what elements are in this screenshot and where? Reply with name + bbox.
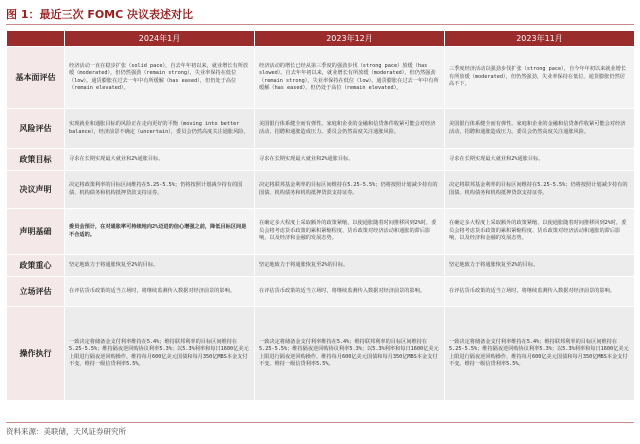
table-cell: 经济活动一直在稳步扩张（solid pace），自去年年初以来，就业增长有所放缓（moderated），但仍然强劲（remain strong），失业率保持在低位（low）。通货膨胀在过去一年中有所缓解（has eased），但仍处于高位（remain elevated）。 — [65, 47, 255, 109]
table-cell: 一致决定将储备金支付利率维持在5.4%；维持联邦利率的目标区间维持在5.25-5.5%；维持隔夜逆回购协议利率5.3%；以5.3%利率和每日1600亿美元上限进行隔夜逆回购操作，维持每月600亿美元国债和每月350亿MBS本金支付不变。维持一级信贷利率5.5%。 — [255, 307, 445, 401]
header-2023-nov: 2023年11月 — [445, 31, 635, 47]
table-cell: 在评估货币政策的适当立场时，将继续监测传入数据对经济前景的影响。 — [65, 277, 255, 307]
row-label-policy-focus: 政策重心 — [7, 255, 65, 277]
figure-title-text: 图 1：最近三次 FOMC 决议表述对比 — [6, 8, 194, 21]
row-label-fundamentals: 基本面评估 — [7, 47, 65, 109]
row-label-basis: 声明基础 — [7, 209, 65, 255]
table-cell: 寻求在长期实现最大就业和2%通胀目标。 — [445, 149, 635, 171]
table-row — [7, 277, 635, 307]
row-label-risk: 风险评估 — [7, 109, 65, 149]
row-label-policy-goal: 政策目标 — [7, 149, 65, 171]
table-cell: 美国银行体系健全而有弹性。家庭和企业的金融和信贷条件收紧可能会对经济活动、招聘和通胀造成压力。委员会仍然高度关注通胀风险。 — [445, 109, 635, 149]
table-cell: 一致决定将储备金支付利率维持在5.4%；维持联邦利率的目标区间维持在5.25-5.5%；维持隔夜逆回购协议利率5.3%；以5.3%利率和每日1600亿美元上限进行隔夜逆回购操作，维持每月600亿美元国债和每月350亿MBS本金支付不变。维持一级信贷利率5.5%。 — [445, 307, 635, 401]
table-cell: 在确定多大程度上采取额外的政策紧缩，以使通胀随着时间推移回到2%时，委员会将考虑货币政策的累积紧缩程度、货币政策对经济活动和通胀的滞后影响，以及经济和金融的发展态势。 — [255, 209, 445, 255]
row-label-decision: 决议声明 — [7, 171, 65, 209]
table-cell: 决定将联邦基金利率的目标区间维持在5.25-5.5%；仍将按照计划减少持有的国债、机构债务和机构抵押贷款支持证券。 — [255, 171, 445, 209]
table-cell: 坚定地致力于将通胀恢复至2%的目标。 — [445, 255, 635, 277]
table-cell: 实现就业和通胀目标的风险正在走向更好的平衡（moving into better balance），经济前景不确定（uncertain），委员会仍然高度关注通胀风险。 — [65, 109, 255, 149]
source-note: 资料来源：美联储，天风证券研究所 — [6, 427, 126, 436]
header-2024-jan: 2024年1月 — [65, 31, 255, 47]
table-cell: 坚定地致力于将通胀恢复至2%的目标。 — [65, 255, 255, 277]
table-cell: 寻求在长期实现最大就业和2%通胀目标。 — [65, 149, 255, 171]
table-cell: 一致决定将储备金支付利率维持在5.4%；维持联邦利率的目标区间维持在5.25-5.5%；维持隔夜逆回购协议利率5.3%；以5.3%利率和每日1600亿美元上限进行隔夜逆回购操作，维持每月600亿美元国债和每月350亿MBS本金支付不变。维持一级信贷利率5.5%。 — [65, 307, 255, 401]
table-cell: 坚定地致力于将通胀恢复至2%的目标。 — [255, 255, 445, 277]
table-cell: 三季度经济活动以强劲步伐扩张（strong pace），自今年年初以来就业增长有所放缓（moderated），但仍然强劲，失业率保持在低位。通货膨胀仍然居高不下。 — [445, 47, 635, 109]
table-cell: 在确定多大程度上采取额外的政策紧缩，以使通胀随着时间推移回到2%时，委员会将考虑货币政策的累积紧缩程度、货币政策对经济活动和通胀的滞后影响，以及经济和金融的发展态势。 — [445, 209, 635, 255]
row-label-operations: 操作执行 — [7, 307, 65, 401]
table-row — [7, 47, 635, 109]
table-row — [7, 255, 635, 277]
source-divider — [6, 422, 634, 423]
table-row — [7, 307, 635, 401]
table-cell: 决定将政策利率的目标区间维持在5.25-5.5%；仍将按照计划减少持有的国债、机构债务和机构抵押贷款支持证券。 — [65, 171, 255, 209]
figure-title — [6, 6, 193, 22]
table-row — [7, 171, 635, 209]
table-cell: 经济活动的增长已经从第三季度的强劲步伐（strong pace）放缓（has slowed）。自去年年初以来，就业增长有所放缓（moderated），但仍然强劲（remain strong），失业率保持在低位（low）。通货膨胀在过去一年中有所缓解（has eased），但仍处于高位（remain elevated）。 — [255, 47, 445, 109]
comparison-table — [6, 30, 635, 401]
table-cell: 在评估货币政策的适当立场时，将继续监测传入数据对经济前景的影响。 — [255, 277, 445, 307]
table-cell: 决定将联邦基金利率的目标区间维持在5.25-5.5%；仍将按照计划减少持有的国债、机构债务和机构抵押贷款支持证券。 — [445, 171, 635, 209]
table-cell: 在评估货币政策的适当立场时，将继续监测传入数据对经济前景的影响。 — [445, 277, 635, 307]
table-cell-highlight: 委员会预计，在对通胀率可持续地向2%迈进的信心增强之前，降低目标区间是不合适的。 — [65, 209, 255, 255]
header-2023-dec: 2023年12月 — [255, 31, 445, 47]
title-divider — [6, 24, 634, 25]
table-cell: 美国银行体系健全而有弹性。家庭和企业的金融和信贷条件收紧可能会对经济活动、招聘和通胀造成压力。委员会仍然高度关注通胀风险。 — [255, 109, 445, 149]
table-row — [7, 209, 635, 255]
row-label-stance: 立场评估 — [7, 277, 65, 307]
table-row — [7, 109, 635, 149]
table-cell: 寻求在长期实现最大就业和2%通胀目标。 — [255, 149, 445, 171]
table-row — [7, 149, 635, 171]
table-header-row — [7, 31, 635, 47]
header-corner — [7, 31, 65, 47]
